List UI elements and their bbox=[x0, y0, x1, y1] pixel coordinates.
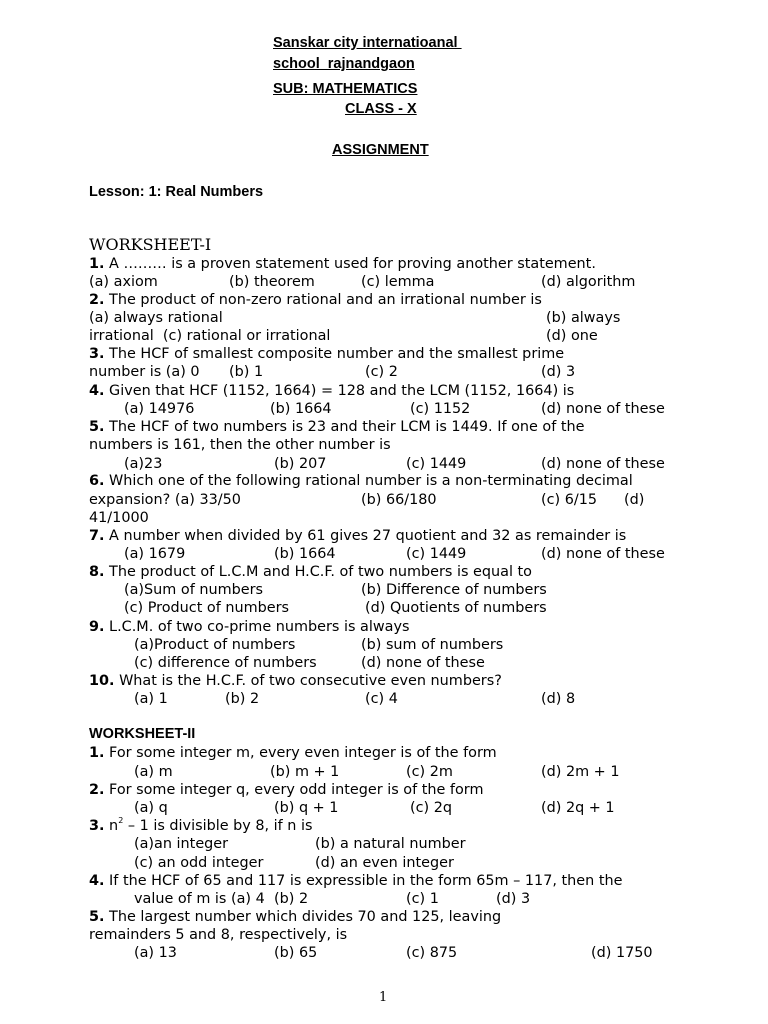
school-name-line2: school rajnandgaon bbox=[273, 56, 415, 72]
ws1-question-3: 3. The HCF of smallest composite number and the smallest prime bbox=[89, 346, 565, 362]
ws1-q5-option-b: (b) 207 bbox=[274, 456, 327, 472]
ws2-q5-option-a: (a) 13 bbox=[134, 945, 177, 961]
ws2-q3-option-b: (b) a natural number bbox=[315, 836, 466, 852]
ws1-q4-option-d: (d) none of these bbox=[541, 401, 665, 417]
ws2-q5-continuation: remainders 5 and 8, respectively, is bbox=[89, 927, 348, 943]
ws1-q1-option-b: (b) theorem bbox=[229, 274, 315, 290]
ws1-q5-option-c: (c) 1449 bbox=[406, 456, 467, 472]
ws1-q9-option-a: (a)Product of numbers bbox=[134, 637, 296, 653]
ws1-q1-option-d: (d) algorithm bbox=[541, 274, 636, 290]
ws1-q6-continuation: expansion? (a) 33/50 bbox=[89, 492, 241, 508]
ws2-q3-option-d: (d) an even integer bbox=[315, 855, 454, 871]
ws1-q9-option-c: (c) difference of numbers bbox=[134, 655, 317, 671]
assignment-heading: ASSIGNMENT bbox=[332, 142, 429, 158]
ws1-q8-option-a: (a)Sum of numbers bbox=[124, 582, 264, 598]
ws1-q2-option-a: (a) always rational bbox=[89, 310, 223, 326]
ws1-question-9: 9. L.C.M. of two co-prime numbers is always bbox=[89, 619, 410, 635]
ws2-q5-option-b: (b) 65 bbox=[274, 945, 318, 961]
ws1-question-6: 6. Which one of the following rational number is a non-terminating decimal bbox=[89, 473, 633, 489]
ws2-q5-option-d: (d) 1750 bbox=[591, 945, 653, 961]
ws1-question-1: 1. A ……… is a proven statement used for proving another statement. bbox=[89, 256, 596, 272]
ws2-q4-continuation: value of m is (a) 4 bbox=[134, 891, 265, 907]
ws1-q6-continuation-2: 41/1000 bbox=[89, 510, 149, 526]
ws1-question-2: 2. The product of non-zero rational and an irrational number is bbox=[89, 292, 542, 308]
ws1-question-4: 4. Given that HCF (1152, 1664) = 128 and the LCM (1152, 1664) is bbox=[89, 383, 575, 399]
ws1-q4-option-b: (b) 1664 bbox=[270, 401, 332, 417]
ws2-q2-option-a: (a) q bbox=[134, 800, 168, 816]
ws1-q3-option-c: (c) 2 bbox=[365, 364, 398, 380]
ws2-question-5: 5. The largest number which divides 70 and 125, leaving bbox=[89, 909, 502, 925]
ws1-q6-option-b: (b) 66/180 bbox=[361, 492, 437, 508]
ws1-q2-option-d: (d) one bbox=[546, 328, 598, 344]
ws2-q2-option-c: (c) 2q bbox=[410, 800, 453, 816]
worksheet-2-title: WORKSHEET-II bbox=[89, 726, 196, 742]
ws1-q9-option-b: (b) sum of numbers bbox=[361, 637, 504, 653]
ws1-q10-option-b: (b) 2 bbox=[225, 691, 260, 707]
ws2-q5-option-c: (c) 875 bbox=[406, 945, 458, 961]
ws2-q1-option-b: (b) m + 1 bbox=[270, 764, 340, 780]
ws1-q3-option-d: (d) 3 bbox=[541, 364, 576, 380]
ws1-q8-option-c: (c) Product of numbers bbox=[124, 600, 290, 616]
ws2-question-2: 2. For some integer q, every odd integer is of the form bbox=[89, 782, 484, 798]
ws1-q10-option-d: (d) 8 bbox=[541, 691, 576, 707]
ws1-q5-option-d: (d) none of these bbox=[541, 456, 665, 472]
ws1-q10-option-a: (a) 1 bbox=[134, 691, 168, 707]
ws2-question-3: 3. $n^2 - 1$ is divisible by 8, if n is bbox=[89, 816, 313, 834]
school-name-line1: Sanskar city internatioanal bbox=[273, 35, 462, 51]
ws2-q2-option-d: (d) 2q + 1 bbox=[541, 800, 615, 816]
ws1-q2-option-b: (b) always bbox=[546, 310, 621, 326]
ws1-q7-option-a: (a) 1679 bbox=[124, 546, 186, 562]
class-heading: CLASS - X bbox=[345, 101, 417, 117]
ws2-q4-option-c: (c) 1 bbox=[406, 891, 439, 907]
ws2-q4-option-d: (d) 3 bbox=[496, 891, 531, 907]
ws1-q2-continuation: irrational (c) rational or irrational bbox=[89, 328, 331, 344]
ws2-q2-option-b: (b) q + 1 bbox=[274, 800, 339, 816]
ws1-q3-continuation: number is (a) 0 bbox=[89, 364, 200, 380]
page-number: 1 bbox=[379, 990, 388, 1005]
ws2-q1-option-c: (c) 2m bbox=[406, 764, 453, 780]
ws1-question-5: 5. The HCF of two numbers is 23 and their LCM is 1449. If one of the bbox=[89, 419, 585, 435]
ws1-q8-option-d: (d) Quotients of numbers bbox=[365, 600, 547, 616]
ws2-question-1: 1. For some integer m, every even integer is of the form bbox=[89, 745, 497, 761]
ws2-question-4: 4. If the HCF of 65 and 117 is expressible in the form 65m – 117, then the bbox=[89, 873, 623, 889]
lesson-title: Lesson: 1: Real Numbers bbox=[89, 184, 264, 200]
ws1-q10-option-c: (c) 4 bbox=[365, 691, 398, 707]
ws2-q1-option-d: (d) 2m + 1 bbox=[541, 764, 620, 780]
ws1-q9-option-d: (d) none of these bbox=[361, 655, 485, 671]
ws1-question-7: 7. A number when divided by 61 gives 27 quotient and 32 as remainder is bbox=[89, 528, 627, 544]
ws1-q7-option-c: (c) 1449 bbox=[406, 546, 467, 562]
worksheet-1-title: WORKSHEET-I bbox=[89, 235, 212, 254]
ws1-question-10: 10. What is the H.C.F. of two consecutive even numbers? bbox=[89, 673, 502, 689]
ws1-q5-option-a: (a)23 bbox=[124, 456, 163, 472]
ws1-q4-option-a: (a) 14976 bbox=[124, 401, 195, 417]
ws1-q3-option-b: (b) 1 bbox=[229, 364, 264, 380]
ws1-q7-option-b: (b) 1664 bbox=[274, 546, 336, 562]
ws1-q7-option-d: (d) none of these bbox=[541, 546, 665, 562]
ws2-q1-option-a: (a) m bbox=[134, 764, 173, 780]
ws1-q6-option-c: (c) 6/15 bbox=[541, 492, 598, 508]
ws1-q6-option-d: (d) bbox=[624, 492, 645, 508]
ws1-q5-continuation: numbers is 161, then the other number is bbox=[89, 437, 391, 453]
ws1-question-8: 8. The product of L.C.M and H.C.F. of two numbers is equal to bbox=[89, 564, 532, 580]
ws1-q8-option-b: (b) Difference of numbers bbox=[361, 582, 547, 598]
subject-heading: SUB: MATHEMATICS bbox=[273, 81, 418, 97]
ws2-q4-option-b: (b) 2 bbox=[274, 891, 309, 907]
ws1-q1-option-a: (a) axiom bbox=[89, 274, 158, 290]
ws2-q3-option-c: (c) an odd integer bbox=[134, 855, 264, 871]
ws2-q3-option-a: (a)an integer bbox=[134, 836, 229, 852]
ws1-q4-option-c: (c) 1152 bbox=[410, 401, 471, 417]
ws1-q1-option-c: (c) lemma bbox=[361, 274, 435, 290]
